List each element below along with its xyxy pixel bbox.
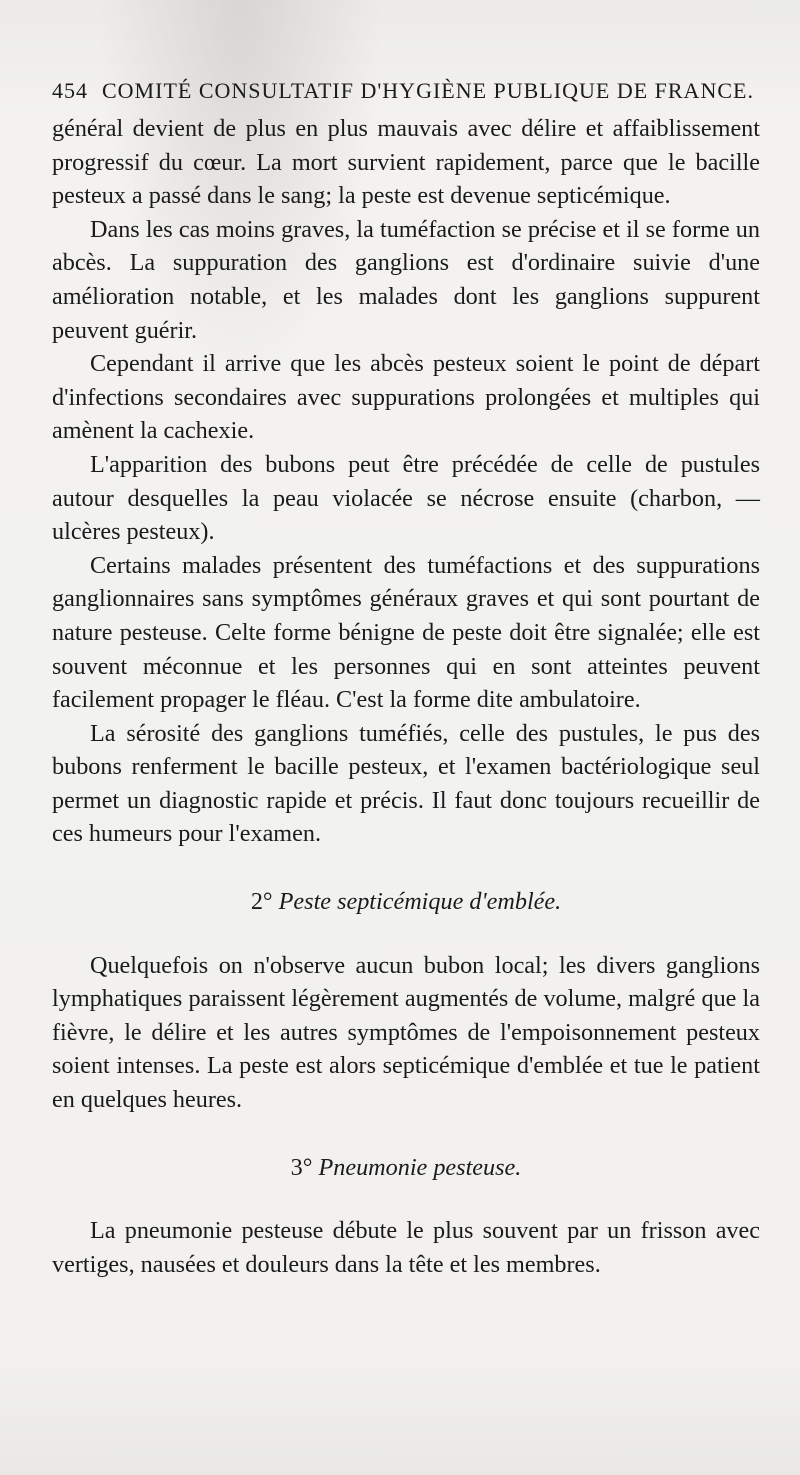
running-title: COMITÉ CONSULTATIF D'HYGIÈNE PUBLIQUE DE FRANCE. <box>102 78 754 103</box>
section-heading-3 <box>52 1151 760 1185</box>
section-title: Pneumonie pesteuse. <box>318 1153 522 1181</box>
paragraph: L'apparition des bubons peut être précédée de celle de pustules autour desquelles la peau violacée se nécrose ensuite (charbon, — ulcères pesteux). <box>52 450 760 546</box>
section-heading-2 <box>52 885 760 919</box>
paragraph: La sérosité des ganglions tuméfiés, celle des pustules, le pus des bubons renferment le bacille pesteux, et l'examen bactériologique seul permet un diagnostic rapide et précis. Il faut donc toujours recueillir de ces humeurs pour l'examen. <box>52 719 760 848</box>
section-title: Peste septicémique d'emblée. <box>278 888 562 916</box>
paragraph: Certains malades présentent des tuméfactions et des suppurations ganglionnaires sans symptômes généraux graves et qui sont pourtant de nature pesteuse. Celte forme bénigne de peste doit être signalée; elle est souvent méconnue et les personnes qui en sont atteintes peuvent facilement propager le fléau. C'est la forme dite ambulatoire. <box>52 551 760 714</box>
paragraph: général devient de plus en plus mauvais avec délire et affaiblissement progressif du cœur. La mort survient rapidement, parce que le bacille pesteux a passé dans le sang; la peste est devenue septicémique. <box>52 115 760 210</box>
body-text <box>52 112 760 1281</box>
page-number: 454 <box>52 78 88 103</box>
section-number: 2° <box>250 888 273 916</box>
paragraph: Quelquefois on n'observe aucun bubon local; les divers ganglions lymphatiques paraissent légèrement augmentés de volume, malgré que la fièvre, le délire et les autres symptômes de l'empoisonnement pesteux soient intenses. La peste est alors septicémique d'emblée et tue le patient en quelques heures. <box>52 951 760 1114</box>
running-header <box>52 78 752 104</box>
paragraph: Cependant il arrive que les abcès pesteux soient le point de départ d'infections secondaires avec suppurations prolongées et multiples qui amènent la cachexie. <box>52 350 760 445</box>
paragraph: Dans les cas moins graves, la tuméfaction se précise et il se forme un abcès. La suppuration des ganglions est d'ordinaire suivie d'une amélioration notable, et les malades dont les ganglions suppurent peuvent guérir. <box>52 215 760 344</box>
paragraph: La pneumonie pesteuse débute le plus souvent par un frisson avec vertiges, nausées et douleurs dans la tête et les membres. <box>52 1217 760 1278</box>
section-number: 3° <box>290 1153 313 1181</box>
